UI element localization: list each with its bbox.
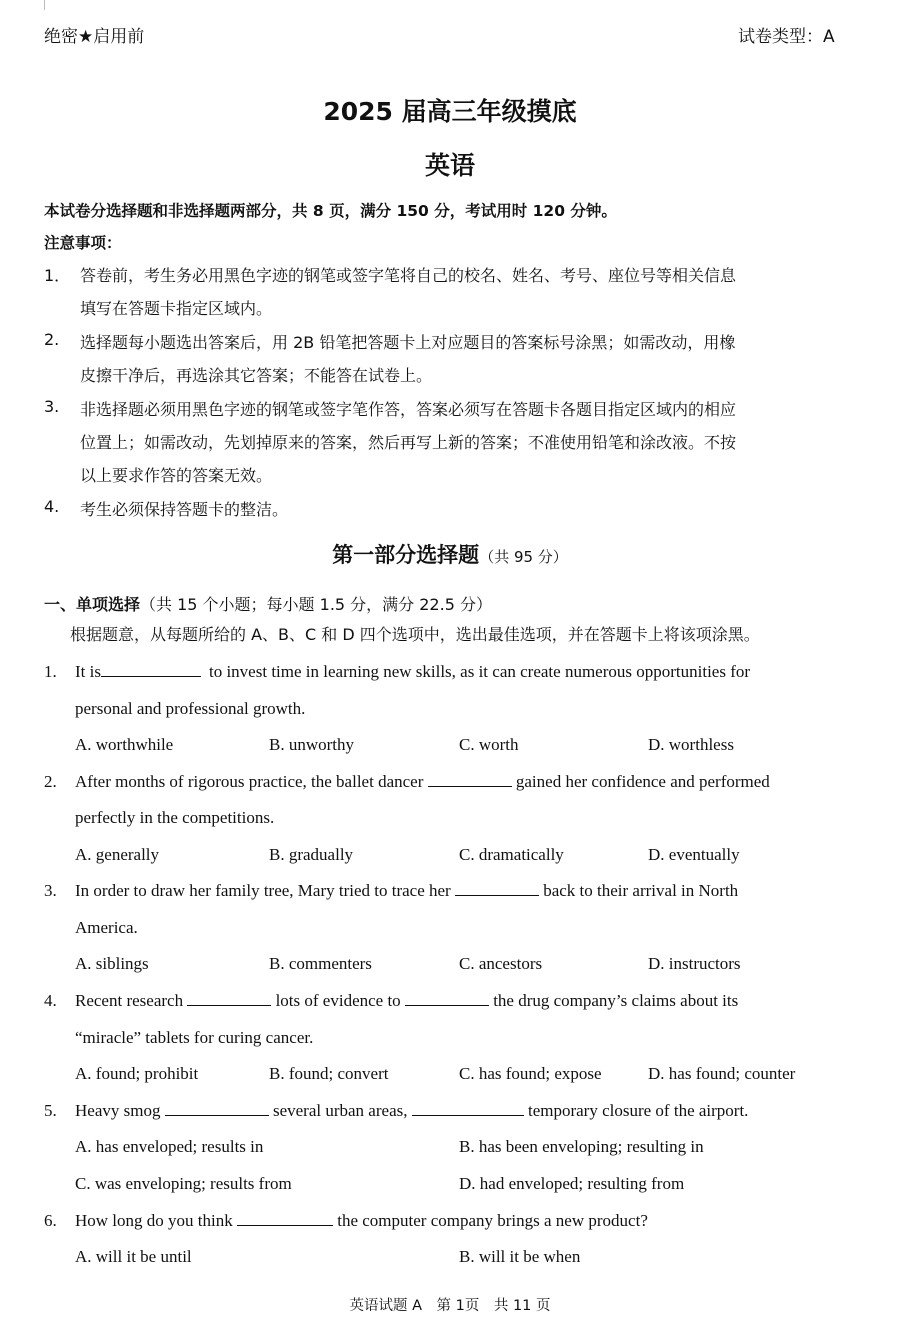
notice-line: 答卷前，考生务必用黑色字迹的钢笔或签字笔将自己的校名、姓名、考号、座位号等相关信息 <box>80 266 737 285</box>
answer-blank <box>165 1101 269 1116</box>
option-c: C. has found; expose <box>459 1064 602 1083</box>
part-title: 第一部分选择题 <box>332 543 480 567</box>
question-number: 6. <box>44 1211 57 1230</box>
paper-type-label: 试卷类型：A <box>738 27 835 47</box>
option-d: D. worthless <box>648 735 734 754</box>
section-instruction: 根据题意，从每题所给的 A、B、C 和 D 四个选项中，选出最佳选项，并在答题卡上将该项涂黑。 <box>70 625 760 644</box>
option-a: A. has enveloped; results in <box>75 1137 264 1156</box>
exam-title: 2025 届高三年级摸底 <box>323 97 577 126</box>
option-a: A. will it be until <box>75 1247 192 1266</box>
question-line <box>75 1101 858 1121</box>
question-number: 3. <box>44 881 57 900</box>
option-b: B. found; convert <box>269 1064 389 1083</box>
page-edge-mark <box>44 0 45 10</box>
question-text: Heavy smog <box>75 1101 161 1120</box>
section-heading <box>44 592 492 615</box>
notice-number: 2. <box>44 330 60 349</box>
option-b: B. will it be when <box>459 1247 581 1266</box>
option-c: C. worth <box>459 735 519 754</box>
option-c: C. was enveloping; results from <box>75 1174 292 1193</box>
answer-blank <box>187 991 271 1006</box>
notice-line: 非选择题必须用黑色字迹的钢笔或签字笔作答，答案必须写在答题卡各题目指定区域内的相应 <box>80 400 737 419</box>
option-a: A. generally <box>75 845 160 864</box>
question-line <box>75 1211 858 1231</box>
notice-line: 以上要求作答的答案无效。 <box>80 466 273 485</box>
question-text: After months of rigorous practice, the ballet dancer <box>75 772 424 791</box>
question-number: 2. <box>44 772 57 791</box>
question-number: 1. <box>44 662 57 681</box>
question-line-2: personal and professional growth. <box>75 699 306 718</box>
confidential-label: 绝密★启用前 <box>44 27 145 47</box>
exam-intro: 本试卷分选择题和非选择题两部分，共 8 页，满分 150 分，考试用时 120 分钟。 <box>44 202 617 220</box>
answer-blank <box>428 772 512 787</box>
question-line <box>75 772 858 792</box>
question-text: Recent research <box>75 991 184 1010</box>
question-text: the drug company’s claims about its <box>493 991 739 1010</box>
page-footer: 英语试题 A 第 1页 共 11 页 <box>349 1298 551 1314</box>
question-line <box>75 662 858 682</box>
option-a: A. found; prohibit <box>75 1064 199 1083</box>
section-title: 一、单项选择 <box>44 595 141 614</box>
question-text: How long do you think <box>75 1211 233 1230</box>
option-b: B. has been enveloping; resulting in <box>459 1137 704 1156</box>
question-text-wrap <box>209 662 858 682</box>
notice-line: 位置上；如需改动，先划掉原来的答案，然后再写上新的答案；不准使用铅笔和涂改液。不按 <box>80 433 737 452</box>
answer-blank <box>412 1101 524 1116</box>
part-heading <box>0 539 900 569</box>
notice-number: 4. <box>44 497 60 516</box>
question-number: 5. <box>44 1101 57 1120</box>
option-d: D. has found; counter <box>648 1064 796 1083</box>
question-text: In order to draw her family tree, Mary tried to trace her <box>75 881 451 900</box>
notice-heading: 注意事项： <box>44 234 122 252</box>
option-d: D. eventually <box>648 845 740 864</box>
section-detail: （共 15 个小题；每小题 1.5 分，满分 22.5 分） <box>140 595 492 614</box>
notice-line: 填写在答题卡指定区域内。 <box>80 299 273 318</box>
notice-line: 皮擦干净后，再选涂其它答案；不能答在试卷上。 <box>80 366 433 385</box>
question-text: It is <box>75 662 101 681</box>
question-line-2: perfectly in the competitions. <box>75 808 275 827</box>
question-line <box>75 881 858 901</box>
question-text: back to their arrival in North <box>543 881 739 900</box>
option-c: C. ancestors <box>459 954 543 973</box>
question-text: several urban areas, <box>272 1101 408 1120</box>
answer-blank <box>455 881 539 896</box>
option-b: B. commenters <box>269 954 372 973</box>
notice-number: 3. <box>44 397 60 416</box>
answer-blank <box>237 1211 333 1226</box>
option-a: A. siblings <box>75 954 149 973</box>
part-score: （共 95 分） <box>479 548 568 566</box>
question-text: lots of evidence to <box>275 991 401 1010</box>
notice-line: 考生必须保持答题卡的整洁。 <box>80 500 289 519</box>
answer-blank <box>101 662 201 677</box>
option-c: C. dramatically <box>459 845 564 864</box>
question-number: 4. <box>44 991 57 1010</box>
question-line <box>75 991 858 1011</box>
question-line-2: “miracle” tablets for curing cancer. <box>75 1028 314 1047</box>
option-b: B. gradually <box>269 845 354 864</box>
option-d: D. instructors <box>648 954 741 973</box>
notice-number: 1． <box>44 266 71 285</box>
question-text: the computer company brings a new product? <box>337 1211 648 1230</box>
notice-line: 选择题每小题选出答案后，用 2B 铅笔把答题卡上对应题目的答案标号涂黑；如需改动，用橡 <box>80 333 736 352</box>
option-a: A. worthwhile <box>75 735 174 754</box>
question-text: to invest time in learning new skills, as it can create numerous opportunities for <box>208 662 751 681</box>
subject-title: 英语 <box>424 151 475 180</box>
question-text: gained her confidence and performed <box>515 772 770 791</box>
question-line-2: America. <box>75 918 138 937</box>
question-text: temporary closure of the airport. <box>527 1101 749 1120</box>
answer-blank <box>405 991 489 1006</box>
option-b: B. unworthy <box>269 735 354 754</box>
option-d: D. had enveloped; resulting from <box>459 1174 685 1193</box>
